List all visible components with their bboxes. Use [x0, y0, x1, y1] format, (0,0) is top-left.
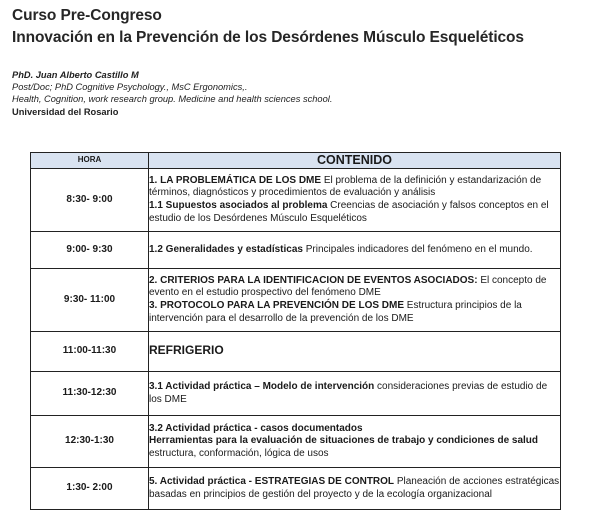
- schedule-table: [30, 152, 561, 510]
- row-time: 8:30- 9:00: [31, 169, 149, 232]
- refrigerio-label: REFRIGERIO: [149, 343, 224, 358]
- schedule-header-row: [31, 153, 561, 169]
- table-row: [31, 332, 561, 372]
- author-credentials: Post/Doc; PhD Cognitive Psychology., MsC Ergonomics,.: [12, 82, 248, 93]
- table-row: [31, 269, 561, 332]
- row-content: [149, 372, 561, 416]
- author-university: Universidad del Rosario: [12, 106, 119, 117]
- row-heading: 5. Actividad práctica - ESTRATEGIAS DE CONTROL: [149, 475, 395, 487]
- row-time: 12:30-1:30: [31, 416, 149, 468]
- row-text: estructura, conformación, lógica de usos: [149, 447, 329, 459]
- course-title: Curso Pre-Congreso: [12, 7, 162, 24]
- table-row: [31, 232, 561, 269]
- row-text: Principales indicadores del fenómeno en el mundo.: [302, 243, 533, 255]
- row-text: El concepto de evento en el estudio prospectivo del fenómeno DME: [149, 274, 547, 299]
- table-row: [31, 416, 561, 468]
- row-content: [149, 416, 561, 468]
- course-subtitle: Innovación en la Prevención de los Desórdenes Músculo Esqueléticos: [12, 29, 524, 46]
- table-row: [31, 169, 561, 232]
- row-content: [149, 332, 561, 372]
- row-heading: Herramientas para la evaluación de situaciones de trabajo y condiciones de salud: [149, 435, 539, 447]
- row-time: 1:30- 2:00: [31, 468, 149, 510]
- row-content: [149, 232, 561, 269]
- row-heading: 1. LA PROBLEMÁTICA DE LOS DME: [149, 174, 322, 186]
- row-time: 9:00- 9:30: [31, 232, 149, 269]
- author-name: PhD. Juan Alberto Castillo M: [12, 70, 139, 80]
- row-heading: 3.2 Actividad práctica - casos documentados: [149, 422, 363, 434]
- row-content: [149, 468, 561, 510]
- row-time: 9:30- 11:00: [31, 269, 149, 332]
- author-affiliation: Health, Cognition, work research group. Medicine and health sciences school.: [12, 94, 333, 105]
- row-heading: 3.1 Actividad práctica – Modelo de intervención: [149, 380, 375, 392]
- row-text: Planeación de acciones estratégicas basadas en principios de gestión del proyecto y de la ecología organizacional: [149, 475, 560, 500]
- row-text: Estructura principios de la intervención para el desarrollo de la prevención de los DME: [149, 300, 522, 324]
- row-heading: 2. CRITERIOS PARA LA IDENTIFICACION DE EVENTOS ASOCIADOS:: [149, 274, 478, 286]
- table-row: [31, 468, 561, 510]
- row-content: [149, 269, 561, 332]
- row-heading: 1.1 Supuestos asociados al problema: [149, 200, 328, 211]
- author-block: [12, 69, 332, 118]
- row-text: El problema de la definición y estandarización de términos, diagnósticos y procedimientos de evaluación y análisis: [149, 174, 542, 199]
- row-time: 11:00-11:30: [31, 332, 149, 372]
- row-heading: 1.2 Generalidades y estadísticas: [149, 243, 303, 255]
- row-content: [149, 169, 561, 232]
- row-text: consideraciones previas de estudio de los DME: [149, 380, 548, 405]
- row-heading: 3. PROTOCOLO PARA LA PREVENCIÓN DE LOS DME: [149, 300, 405, 311]
- contenido-header: CONTENIDO: [149, 153, 561, 169]
- table-row: [31, 372, 561, 416]
- hora-header: HORA: [31, 153, 149, 169]
- row-text: Creencias de asociación y falsos conceptos en el estudio de los Desórdenes Músculo Esqueléticos: [149, 200, 549, 224]
- row-time: 11:30-12:30: [31, 372, 149, 416]
